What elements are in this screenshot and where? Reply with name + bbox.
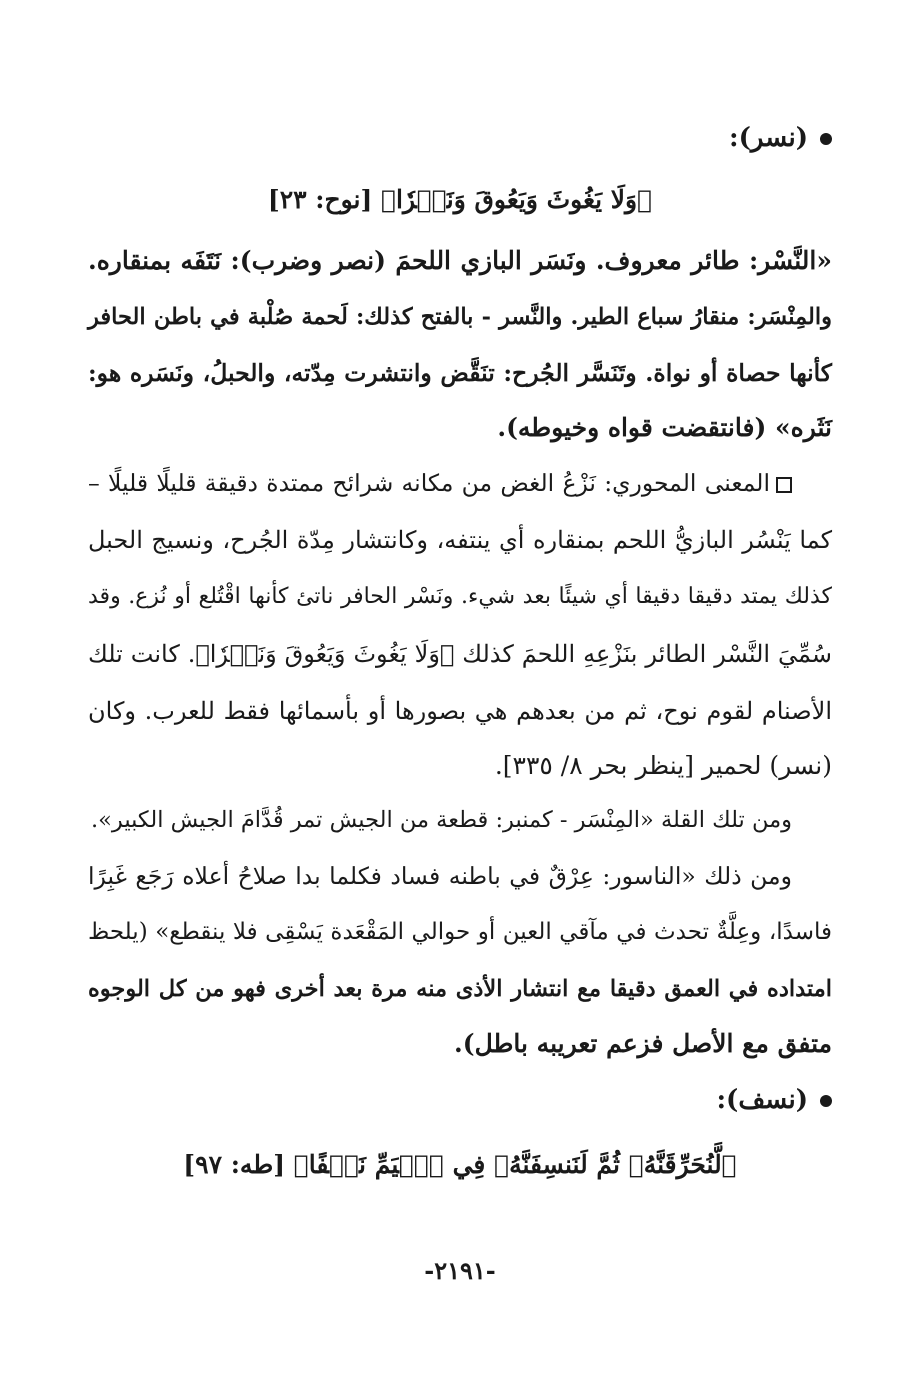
- core-meaning-line-6: (نسر) لحمير [ينظر بحر ٨/ ٣٣٥].: [494, 751, 832, 780]
- core-meaning-line-1-text: المعنى المحوري: نَزْعُ الغض من مكانه شرائح ممتدة دقيقة قليلًا قليلًا –: [88, 469, 770, 497]
- bullet-icon: [820, 1095, 832, 1107]
- entry-heading-nasr-label: (نسر):: [729, 123, 808, 153]
- core-meaning-line-2: كما يَنْسُر البازيُّ اللحم بمنقاره أي ينتفه، وكانتشار مِدّة الجُرح، ونسيج الحبل: [88, 526, 832, 554]
- definition-line-1: «النَّسْر: طائر معروف. ونَسَر البازي اللحمَ (نصر وضرب): نَتَفَه بمنقاره.: [88, 246, 832, 275]
- bullet-icon: [820, 133, 832, 145]
- entry-heading-nasf: [716, 1080, 832, 1120]
- nasur-line-1: ومن ذلك «الناسور: عِرْقٌ في باطنه فساد فكلما بدا صلاحُ أعلاه رَجَع غَبِرًا: [88, 862, 792, 890]
- page-number: -٢١٩١-: [424, 1256, 496, 1285]
- core-meaning-line-3: كذلك يمتد دقيقا دقيقا أي شيئًا بعد شيء. ونَسْر الحافر ناتئ كأنها اقْتُلع أو نُزع. وقد: [88, 584, 832, 609]
- definition-line-3: كأنها حصاة أو نواة. وتَنَسَّر الجُرح: تنَقَّض وانتشرت مِدّته، والحبلُ، ونَسَره هو:: [88, 359, 832, 387]
- definition-line-2: والمِنْسَر: منقارُ سباع الطير. والنَّسر - بالفتح كذلك: لَحمة صُلْبة في باطن الحافر: [88, 304, 832, 330]
- core-meaning-line-4: سُمِّيَ النَّسْر الطائر بنَزْعِهِ اللحمَ كذلك ﴿وَلَا يَغُوثَ وَيَعُوقَ وَنَسۡرٗا﴾. كانت تلك: [88, 640, 832, 668]
- entry-heading-nasf-label: (نسف):: [716, 1085, 808, 1115]
- entry-heading-nasr: [729, 118, 832, 158]
- nasur-line-4: متفق مع الأصل فزعم تعريبه باطل).: [454, 1029, 832, 1058]
- quran-verse-nasf: ﴿لَّنُحَرِّقَنَّهُۥ ثُمَّ لَنَنسِفَنَّهُۥ فِي ٱلۡيَمِّ نَسۡفًا﴾ [طه: ٩٧]: [183, 1150, 737, 1179]
- core-meaning-line-1: [88, 463, 792, 503]
- quran-verse-nasr: ﴿وَلَا يَغُوثَ وَيَعُوقَ وَنَسۡرٗا﴾ [نوح: ٢٣]: [267, 185, 653, 214]
- core-meaning-line-5: الأصنام لقوم نوح، ثم من بعدهم هي بصورها أو بأسمائها فقط للعرب. وكان: [88, 697, 832, 725]
- nasur-line-3: امتداده في العمق دقيقا مع انتشار الأذى منه مرة بعد أخرى فهو من كل الوجوه: [88, 976, 832, 1002]
- definition-line-4: نَثَره» (فانتقضت قواه وخيوطه).: [497, 413, 832, 442]
- square-box-icon: [776, 477, 792, 493]
- mansar-line-1: ومن تلك القلة «المِنْسَر - كمنبر: قطعة من الجيش تمر قُدَّامَ الجيش الكبير».: [91, 807, 792, 833]
- nasur-line-2: فاسدًا، وعِلَّةٌ تحدث في مآقي العين أو حوالي المَقْعَدة يَسْقِى فلا ينقطع» (يلحظ: [88, 919, 832, 945]
